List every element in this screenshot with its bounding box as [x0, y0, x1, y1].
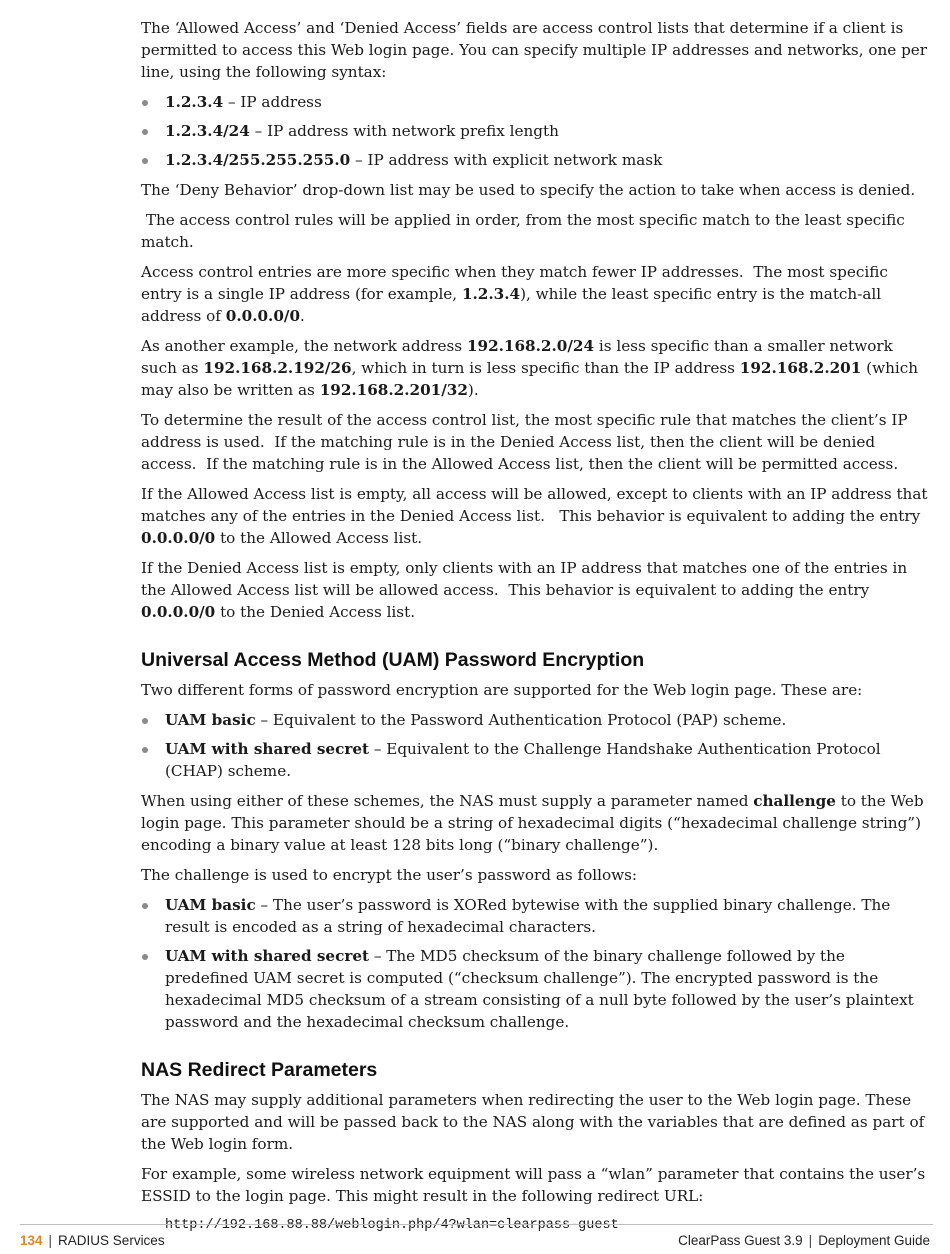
- footer-separator: |: [808, 1233, 813, 1248]
- footer-separator: |: [48, 1233, 53, 1248]
- paragraph-redirect-example: For example, some wireless network equipment will pass a “wlan” parameter that contains the user’s ESSID to the login page. This might result in the following redirect URL:: [141, 1165, 926, 1205]
- encryption-list: [141, 894, 931, 1033]
- paragraph-denied-empty: If the Denied Access list is empty, only clients with an IP address that matches one of the entries in the Allowed Access list will be allowed access. This behavior is equivalent to adding the entry 0.0.0.0/0 to the Denied Access list.: [141, 559, 912, 621]
- paragraph-specificity: Access control entries are more specific when they match fewer IP addresses. The most specific entry is a single IP address (for example, 1.2.3.4), while the least specific entry is the match-all address of 0.0.0.0/0.: [141, 263, 893, 325]
- paragraph-acl-result: To determine the result of the access control list, the most specific rule that matches the client’s IP address is used. If the matching rule is in the Denied Access list, then the client will be denied access. If the matching rule is in the Allowed Access list, then the client will be permitted access.: [141, 411, 913, 473]
- list-item: UAM with shared secret – Equivalent to the Challenge Handshake Authentication Protocol (CHAP) scheme.: [141, 738, 931, 782]
- syntax-list: [141, 91, 931, 171]
- footer-divider: [20, 1224, 933, 1225]
- list-item: 1.2.3.4/255.255.255.0 – IP address with explicit network mask: [141, 149, 931, 171]
- footer-product: ClearPass Guest 3.9: [678, 1233, 803, 1248]
- paragraph-allowed-empty: If the Allowed Access list is empty, all access will be allowed, except to clients with an IP address that matches any of the entries in the Denied Access list. This behavior is equivalent to adding the entry 0.0.0.0/0 to the Allowed Access list.: [141, 485, 933, 547]
- paragraph-nas-params: The NAS may supply additional parameters when redirecting the user to the Web login page. These are supported and will be passed back to the NAS along with the variables that are defined as part of the Web login form.: [141, 1091, 925, 1153]
- footer-guide: Deployment Guide: [818, 1233, 930, 1248]
- footer-section: RADIUS Services: [58, 1233, 165, 1248]
- page-content: [141, 17, 931, 1237]
- paragraph-encrypt-intro: The challenge is used to encrypt the user’s password as follows:: [141, 866, 638, 884]
- page-number: 134: [20, 1233, 43, 1248]
- heading-uam-encryption: Universal Access Method (UAM) Password Encryption: [141, 649, 645, 671]
- paragraph-network-example: As another example, the network address 192.168.2.0/24 is less specific than a smaller network such as 192.168.2.192/26, which in turn is less specific than the IP address 192.168.2.201 (which may also be written as 192.168.2.201/32).: [141, 337, 919, 399]
- list-item: UAM basic – Equivalent to the Password Authentication Protocol (PAP) scheme.: [141, 709, 931, 731]
- uam-forms-list: [141, 709, 931, 782]
- list-item: 1.2.3.4/24 – IP address with network prefix length: [141, 120, 931, 142]
- paragraph-rule-order: The access control rules will be applied in order, from the most specific match to the least specific match.: [141, 211, 910, 251]
- list-item: 1.2.3.4 – IP address: [141, 91, 931, 113]
- paragraph-uam-intro: Two different forms of password encryption are supported for the Web login page. These are:: [141, 681, 863, 699]
- paragraph-deny-behavior: The ‘Deny Behavior’ drop-down list may be used to specify the action to take when access is denied.: [141, 181, 916, 199]
- page-footer: [20, 1233, 930, 1251]
- list-item: UAM basic – The user’s password is XORed bytewise with the supplied binary challenge. The result is encoded as a string of hexadecimal characters.: [141, 894, 931, 938]
- list-item: UAM with shared secret – The MD5 checksum of the binary challenge followed by the predefined UAM secret is computed (“checksum challenge”). The encrypted password is the hexadecimal MD5 checksum of a stream consisting of a null byte followed by the user’s plaintext password and the hexadecimal checksum challenge.: [141, 945, 931, 1033]
- heading-nas-redirect: NAS Redirect Parameters: [141, 1059, 378, 1081]
- code-redirect-url: http://192.168.88.88/weblogin.php/4?wlan=clearpass-guest: [165, 1218, 619, 1233]
- paragraph-acl-intro: The ‘Allowed Access’ and ‘Denied Access’ fields are access control lists that determine if a client is permitted to access this Web login page. You can specify multiple IP addresses and networks, one per line, using the following syntax:: [141, 19, 928, 81]
- paragraph-challenge: When using either of these schemes, the NAS must supply a parameter named challenge to the Web login page. This parameter should be a string of hexadecimal digits (“hexadecimal challenge string”) encoding a binary value at least 128 bits long (“binary challenge”).: [141, 792, 924, 854]
